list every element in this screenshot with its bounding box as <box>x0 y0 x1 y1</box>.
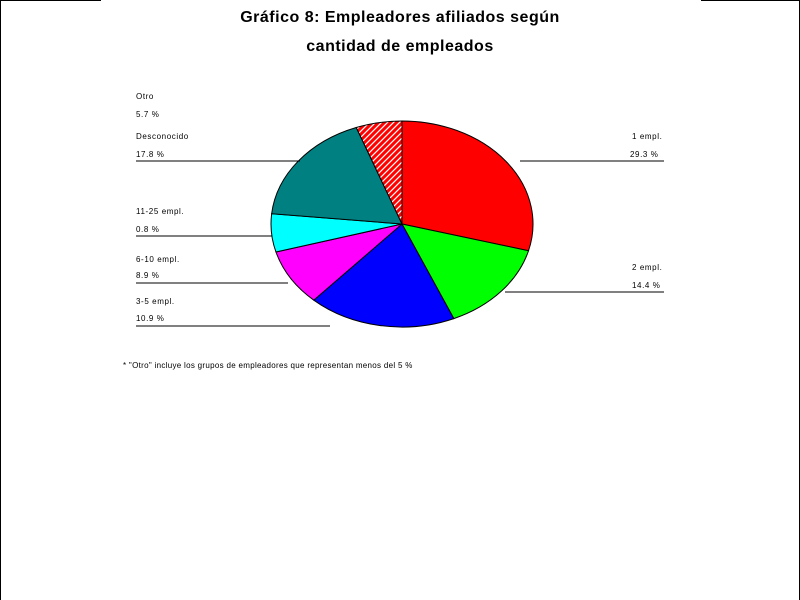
label-3-5-value: 10.9 % <box>136 314 165 323</box>
footnote: * "Otro" incluye los grupos de empleadores que representan menos del 5 % <box>123 361 413 370</box>
label-2-empl-value: 14.4 % <box>632 281 661 290</box>
label-3-5-name: 3-5 empl. <box>136 297 175 306</box>
label-6-10-name: 6-10 empl. <box>136 255 180 264</box>
label-11-25-name: 11-25 empl. <box>136 207 185 216</box>
chart-title: Gráfico 8: Empleadores afiliados según <box>240 9 560 26</box>
label-otro-name: Otro <box>136 92 154 101</box>
label-2-empl-name: 2 empl. <box>632 263 663 272</box>
label-desconocido-value: 17.8 % <box>136 150 165 159</box>
label-1-empl-name: 1 empl. <box>632 132 663 141</box>
label-11-25-value: 0.8 % <box>136 225 160 234</box>
label-desconocido-name: Desconocido <box>136 132 189 141</box>
label-6-10-value: 8.9 % <box>136 271 160 280</box>
label-otro-value: 5.7 % <box>136 110 160 119</box>
chart-subtitle: cantidad de empleados <box>306 38 494 55</box>
label-1-empl-value: 29.3 % <box>630 150 659 159</box>
